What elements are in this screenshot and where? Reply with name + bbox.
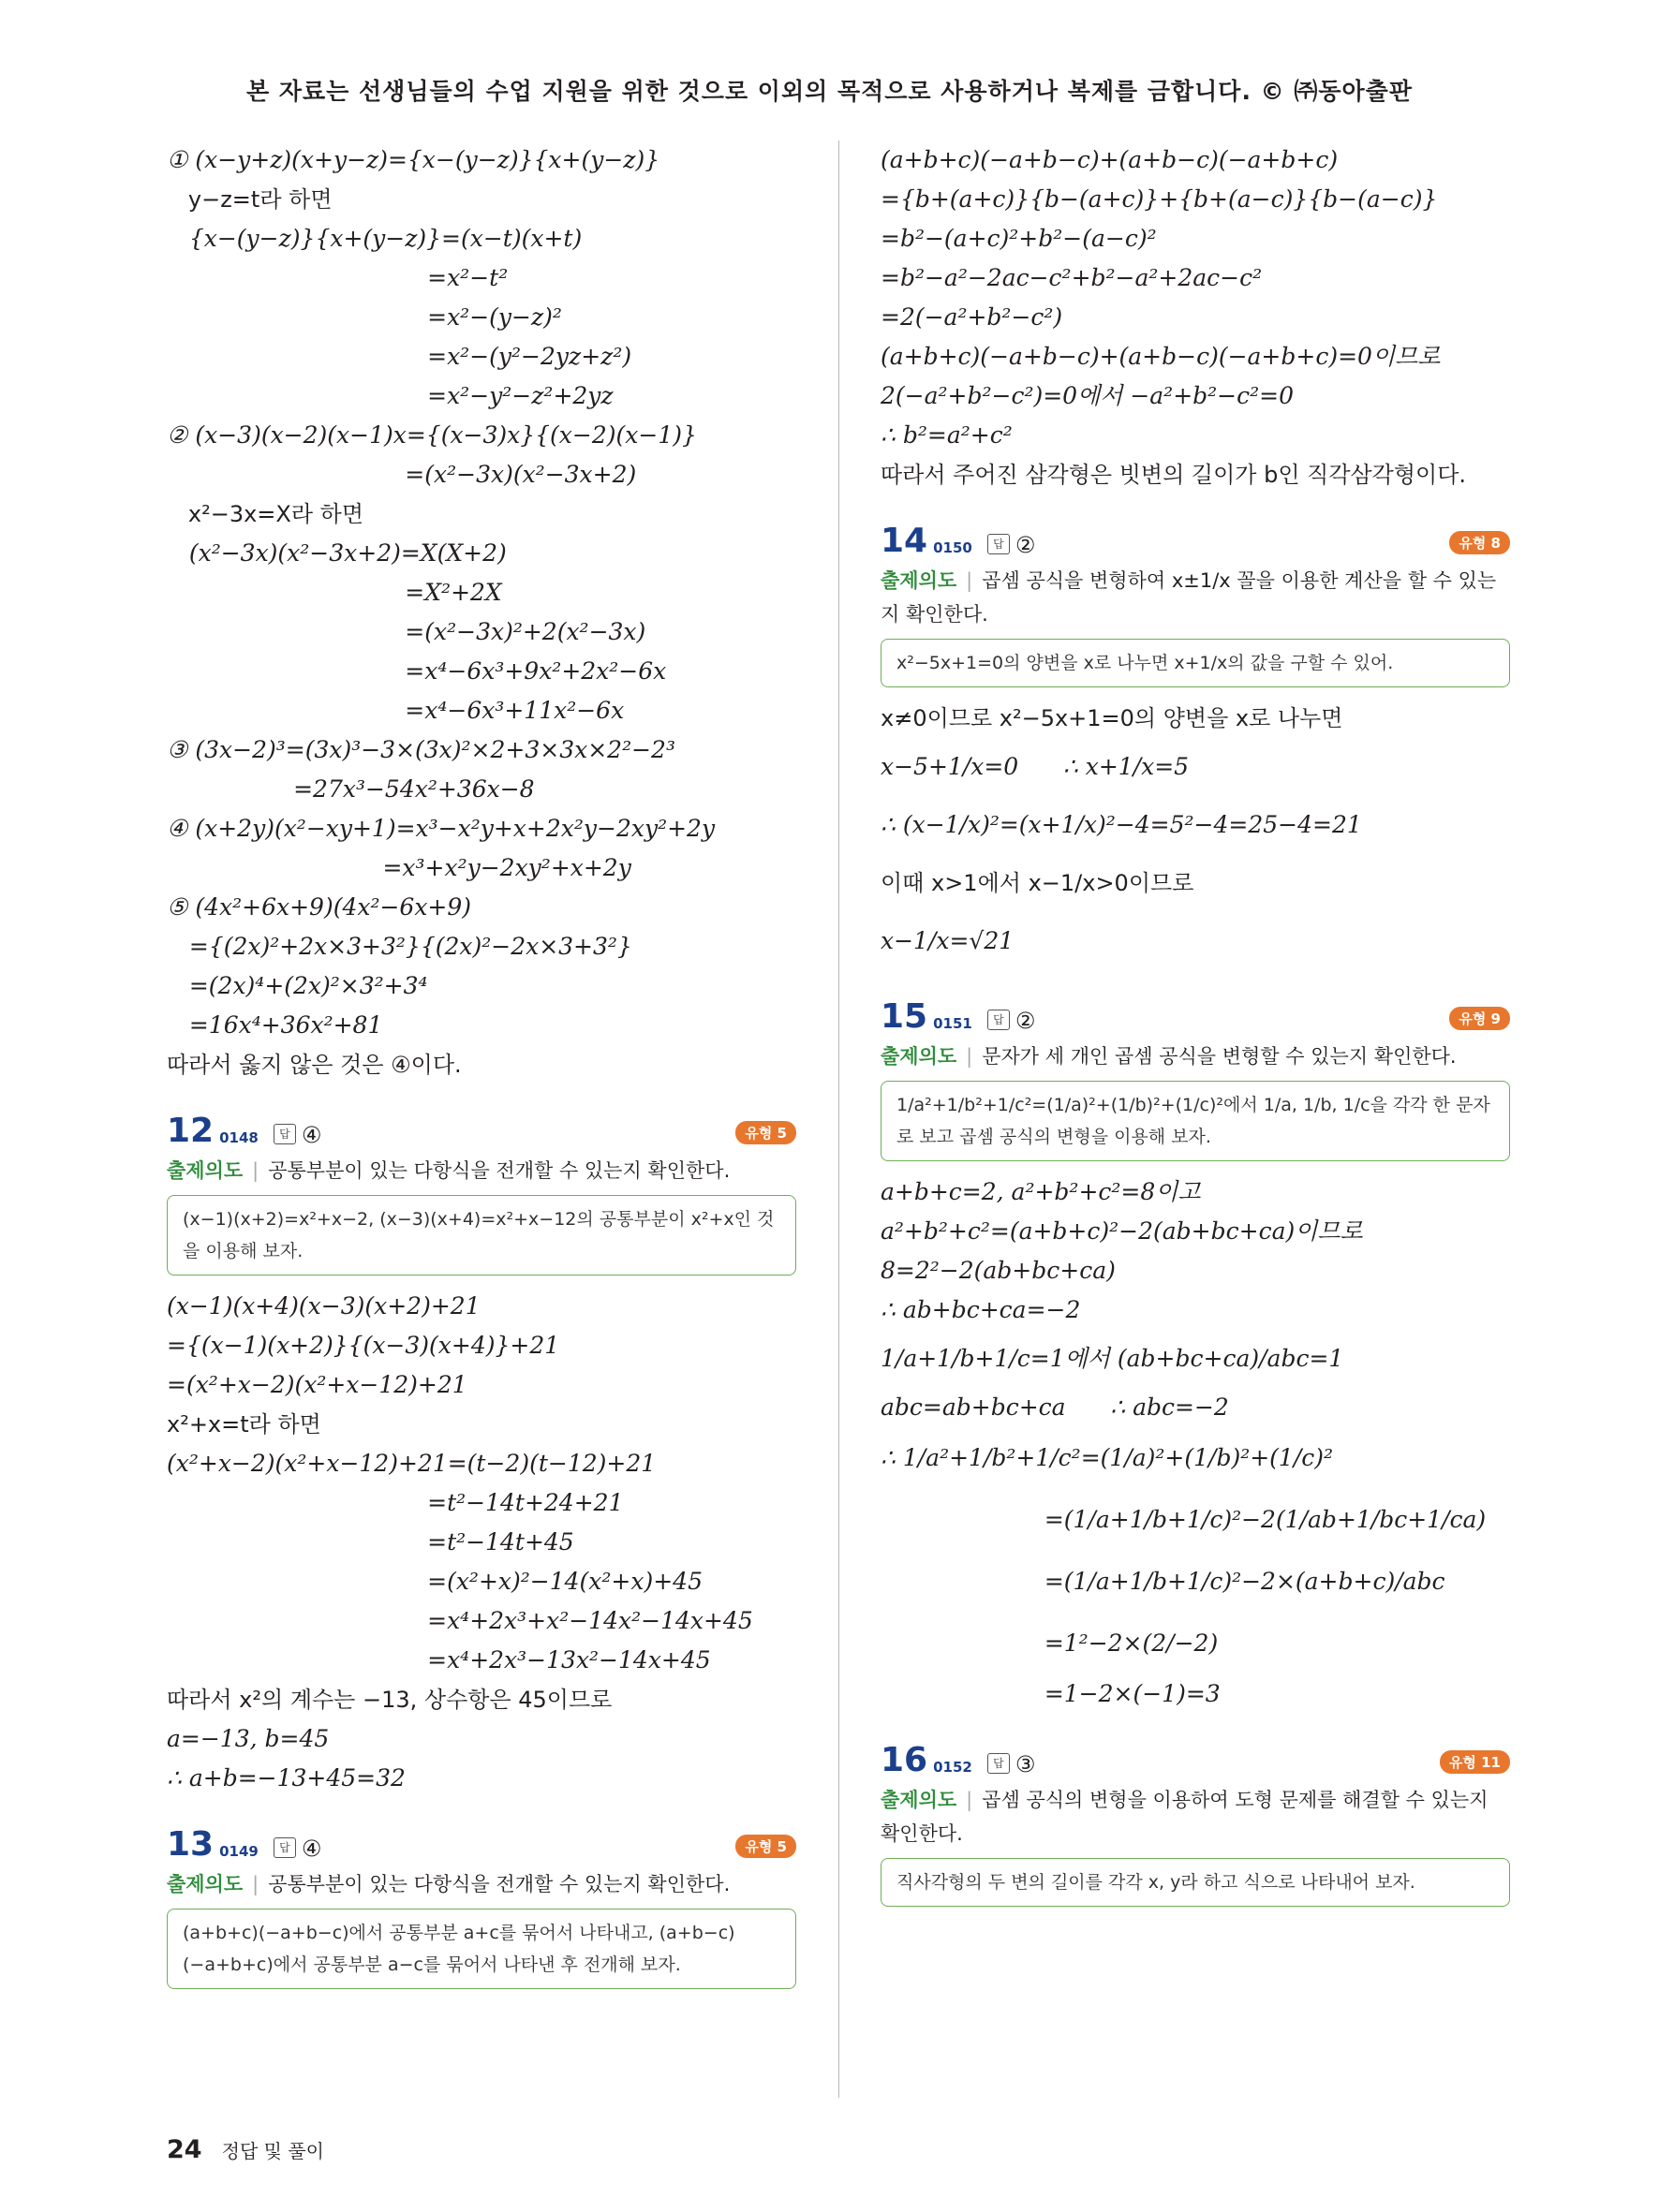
solution-line: (x²−3x)(x²−3x+2)=X(X+2) [167,539,507,567]
solution-line: =27x³−54x²+36x−8 [167,775,535,803]
solution-line: ② (x−3)(x−2)(x−1)x={(x−3)x}{(x−2)(x−1)} [167,421,697,449]
hint-box: x²−5x+1=0의 양변을 x로 나누면 x+1/x의 값을 구할 수 있어. [881,639,1510,687]
solution-11-continued [167,140,796,1084]
solution-line: 따라서 옳지 않은 것은 ④이다. [167,1052,462,1078]
solution-line: ① (x−y+z)(x+y−z)={x−(y−z)}{x+(y−z)} [167,146,660,173]
hint-box: 직사각형의 두 변의 길이를 각각 x, y라 하고 식으로 나타내어 보자. [881,1858,1510,1907]
problem-code: 0151 [933,1015,972,1032]
solution-line: (x²+x−2)(x²+x−12)+21=(t−2)(t−12)+21 [167,1450,657,1477]
solution-line: =x²−(y−z)² [167,303,562,331]
intent-text: 곱셈 공식을 변형하여 x±1/x 꼴을 이용한 계산을 할 수 있는지 확인한다. [881,569,1497,626]
intent-row: 출제의도 | 곱셈 공식을 변형하여 x±1/x 꼴을 이용한 계산을 할 수 있는지 확인한다. [881,569,1497,626]
solution-line: a+b+c=2, a²+b²+c²=8이고 [881,1178,1201,1205]
solution-line: =x³+x²y−2xy²+x+2y [167,854,631,881]
problem-code: 0152 [933,1759,972,1776]
solution-line: ∴ (x−1/x)²=(x+1/x)²−4=5²−4=25−4=21 [881,811,1362,838]
solution-line: =x⁴−6x³+11x²−6x [167,697,625,724]
problem-header [167,1105,796,1150]
answer-icon: 답 [274,1837,296,1858]
problem-code: 0148 [219,1129,259,1146]
solution-line: =1−2×(−1)=3 [881,1680,1221,1707]
problem-header [881,991,1510,1036]
solution-line: {x−(y−z)}{x+(y−z)}=(x−t)(x+t) [167,225,583,252]
answer-icon: 답 [987,1753,1010,1774]
problem-code: 0149 [219,1843,259,1860]
type-badge: 유형 9 [1449,1007,1510,1030]
problem-14 [881,515,1510,970]
solution-line: =t²−14t+24+21 [167,1489,624,1516]
solution-line: =X²+2X [167,579,502,606]
solution-line: =(1/a+1/b+1/c)²−2(1/ab+1/bc+1/ca) [881,1506,1487,1533]
problem-header [881,515,1510,560]
problem-header [167,1819,796,1864]
answer: ② [1015,1008,1036,1034]
problem-13 [167,1819,796,1989]
solution-line: =(2x)⁴+(2x)²×3²+3⁴ [167,972,428,999]
solution-line: x−1/x=√21 [881,927,1015,954]
answer-icon: 답 [987,534,1010,554]
answer: ③ [1015,1751,1036,1777]
solution-line: 1/a+1/b+1/c=1에서 (ab+bc+ca)/abc=1 [881,1345,1344,1372]
solution-line: =(x²−3x)(x²−3x+2) [167,461,637,488]
page-number: 24 [167,2135,202,2164]
copyright-notice: 본 자료는 선생님들의 수업 지원을 위한 것으로 이외의 목적으로 사용하거나 복제를 금합니다. © ㈜동아출판 [246,78,1413,105]
solution-line: =(x²+x−2)(x²+x−12)+21 [167,1371,467,1398]
solution-line: y−z=t라 하면 [167,186,333,213]
intent-row: 출제의도 | 곱셈 공식의 변형을 이용하여 도형 문제를 해결할 수 있는지 확인한다. [881,1789,1489,1845]
solution-line: =b²−a²−2ac−c²+b²−a²+2ac−c² [881,264,1263,291]
solution-13-continued [881,140,1510,494]
intent-label: 출제의도 [167,1873,244,1895]
hint-box: 1/a²+1/b²+1/c²=(1/a)²+(1/b)²+(1/c)²에서 1/a, 1/b, 1/c을 각각 한 문자로 보고 곱셈 공식의 변형을 이용해 보자. [881,1081,1510,1161]
intent-label: 출제의도 [881,1789,957,1811]
intent-label: 출제의도 [167,1159,244,1182]
solution-line: =x²−y²−z²+2yz [167,382,614,409]
problem-number: 13 [167,1825,215,1864]
page-footer [167,2135,324,2164]
type-badge: 유형 5 [735,1121,796,1144]
solution-line: (a+b+c)(−a+b−c)+(a+b−c)(−a+b+c)=0이므로 [881,343,1441,370]
solution-line: ={(2x)²+2x×3+3²}{(2x)²−2x×3+3²} [167,933,632,960]
right-column [881,140,1510,1918]
answer-icon: 답 [274,1124,296,1144]
solution-line: a²+b²+c²=(a+b+c)²−2(ab+bc+ca)이므로 [881,1217,1363,1245]
hint-box: (x−1)(x+2)=x²+x−2, (x−3)(x+4)=x²+x−12의 공통부분이 x²+x인 것을 이용해 보자. [167,1195,796,1276]
solution-line: x−5+1/x=0 ∴ x+1/x=5 [881,753,1190,780]
solution-line: abc=ab+bc+ca ∴ abc=−2 [881,1394,1229,1421]
solution-line: =x⁴+2x³+x²−14x²−14x+45 [167,1607,753,1634]
solution-line: ∴ b²=a²+c² [881,421,1013,449]
footer-label: 정답 및 풀이 [221,2140,324,2162]
solution-line: =x²−(y²−2yz+z²) [167,343,632,370]
solution-line: =(x²−3x)²+2(x²−3x) [167,618,646,645]
intent-row: 출제의도 | 공통부분이 있는 다항식을 전개할 수 있는지 확인한다. [167,1159,731,1182]
solution-line: 따라서 주어진 삼각형은 빗변의 길이가 b인 직각삼각형이다. [881,462,1467,488]
problem-number: 12 [167,1112,215,1150]
problem-16 [881,1734,1510,1907]
problem-15 [881,991,1510,1714]
solution-line: (a+b+c)(−a+b−c)+(a+b−c)(−a+b+c) [881,146,1339,173]
intent-label: 출제의도 [881,569,957,592]
intent-text: 문자가 세 개인 곱셈 공식을 변형할 수 있는지 확인한다. [982,1045,1457,1068]
solution-line: =16x⁴+36x²+81 [167,1011,383,1039]
solution-line: ③ (3x−2)³=(3x)³−3×(3x)²×2+3×3x×2²−2³ [167,736,675,763]
answer: ④ [301,1836,322,1862]
solution-line: ∴ a+b=−13+45=32 [167,1764,406,1792]
problem-12 [167,1105,796,1798]
solution-line: ∴ ab+bc+ca=−2 [881,1296,1081,1323]
solution-line: ④ (x+2y)(x²−xy+1)=x³−x²y+x+2x²y−2xy²+2y [167,815,716,842]
type-badge: 유형 11 [1440,1750,1510,1774]
solution-line: x²−3x=X라 하면 [167,501,364,527]
solution-line: 2(−a²+b²−c²)=0에서 −a²+b²−c²=0 [881,382,1295,409]
solution-line: =x²−t² [167,264,509,291]
solution-line: 8=2²−2(ab+bc+ca) [881,1257,1116,1284]
solution-line: =x⁴+2x³−13x²−14x+45 [167,1646,711,1674]
problem-number: 15 [881,997,928,1036]
left-column [167,140,796,2000]
problem-header [881,1734,1510,1779]
intent-row: 출제의도 | 문자가 세 개인 곱셈 공식을 변형할 수 있는지 확인한다. [881,1045,1457,1068]
answer: ④ [301,1122,322,1148]
answer: ② [1015,532,1036,558]
problem-number: 14 [881,522,928,560]
solution-line: =(x²+x)²−14(x²+x)+45 [167,1568,703,1595]
problem-code: 0150 [933,539,972,556]
solution-line: x²+x=t라 하면 [167,1411,321,1438]
solution-line: x≠0이므로 x²−5x+1=0의 양변을 x로 나누면 [881,705,1343,731]
solution-line: ∴ 1/a²+1/b²+1/c²=(1/a)²+(1/b)²+(1/c)² [881,1444,1334,1471]
solution-line: =(1/a+1/b+1/c)²−2×(a+b+c)/abc [881,1568,1445,1595]
answer-icon: 답 [987,1010,1010,1030]
solution-line: =t²−14t+45 [167,1528,574,1556]
solution-line: 따라서 x²의 계수는 −13, 상수항은 45이므로 [167,1687,613,1713]
solution-line: a=−13, b=45 [167,1725,330,1752]
column-divider [838,140,839,2098]
type-badge: 유형 5 [735,1835,796,1858]
solution-line: =1²−2×(2/−2) [881,1630,1219,1657]
solution-line: ={b+(a+c)}{b−(a+c)}+{b+(a−c)}{b−(a−c)} [881,185,1438,213]
solution-line: ⑤ (4x²+6x+9)(4x²−6x+9) [167,893,472,921]
problem-number: 16 [881,1741,928,1779]
intent-text: 공통부분이 있는 다항식을 전개할 수 있는지 확인한다. [268,1159,731,1182]
intent-row: 출제의도 | 공통부분이 있는 다항식을 전개할 수 있는지 확인한다. [167,1873,731,1895]
intent-text: 곱셈 공식의 변형을 이용하여 도형 문제를 해결할 수 있는지 확인한다. [881,1789,1489,1845]
hint-box: (a+b+c)(−a+b−c)에서 공통부분 a+c를 묶어서 나타내고, (a+b−c)(−a+b+c)에서 공통부분 a−c를 묶어서 나타낸 후 전개해 보자. [167,1909,796,1989]
solution-line: (x−1)(x+4)(x−3)(x+2)+21 [167,1292,481,1320]
solution-line: ={(x−1)(x+2)}{(x−3)(x+4)}+21 [167,1332,560,1359]
solution-line: =x⁴−6x³+9x²+2x²−6x [167,657,667,685]
solution-line: =2(−a²+b²−c²) [881,303,1063,331]
intent-text: 공통부분이 있는 다항식을 전개할 수 있는지 확인한다. [268,1873,731,1895]
solution-line: 이때 x>1에서 x−1/x>0이므로 [881,870,1194,896]
solution-line: =b²−(a+c)²+b²−(a−c)² [881,225,1157,252]
intent-label: 출제의도 [881,1045,957,1068]
type-badge: 유형 8 [1449,531,1510,554]
